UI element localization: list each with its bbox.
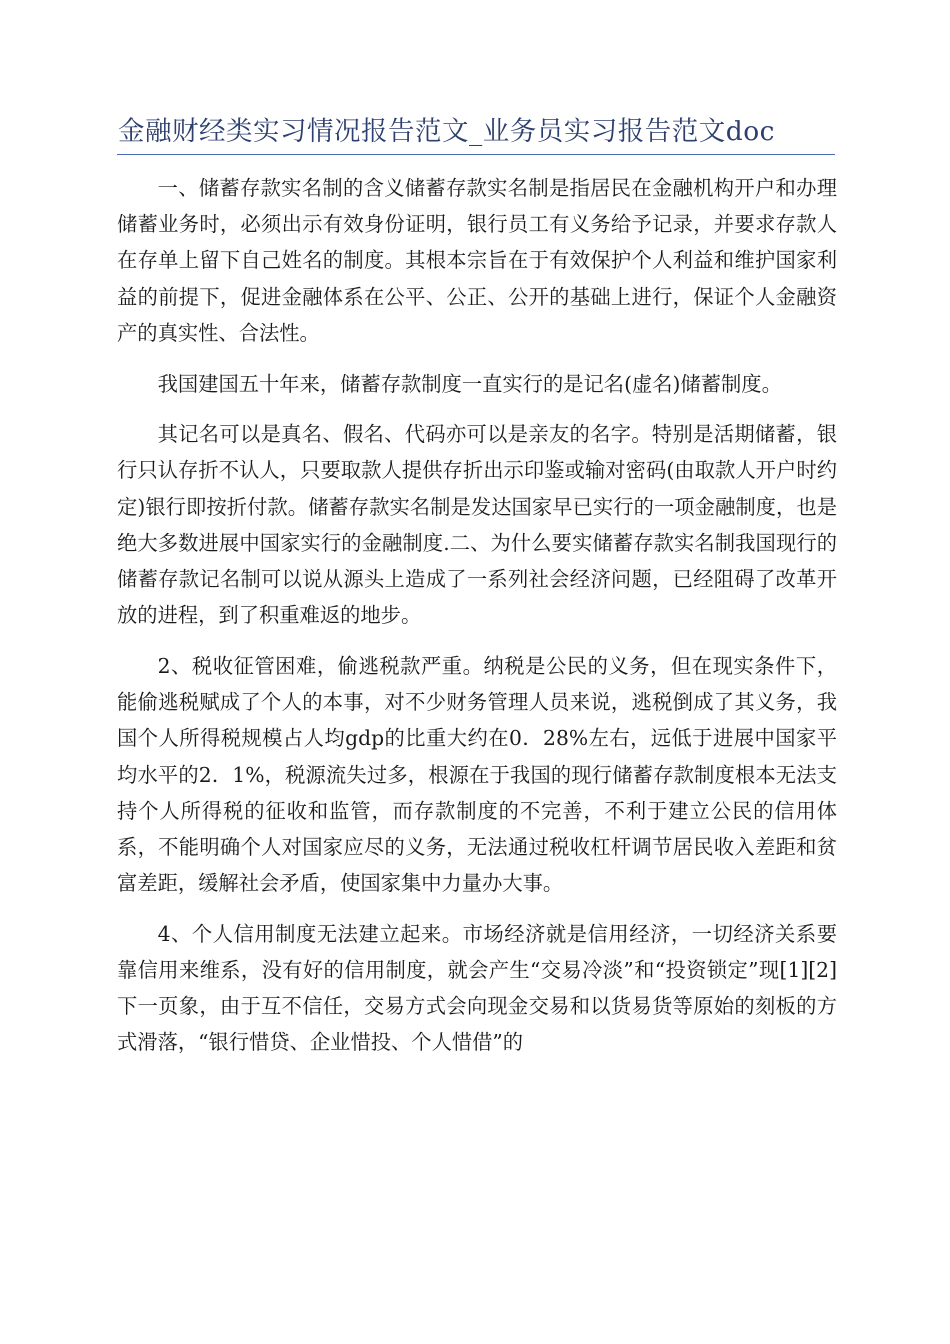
title-underline bbox=[117, 154, 835, 155]
paragraph-1: 一、储蓄存款实名制的含义储蓄存款实名制是指居民在金融机构开户和办理储蓄业务时，必须出示有效身份证明，银行员工有义务给予记录，并要求存款人在存单上留下自己姓名的制度。其根本宗旨在于有效保护个人利益和维护国家利益的前提下，促进金融体系在公平、公正、公开的基础上进行，保证个人金融资产的真实性、合法性。 bbox=[117, 176, 837, 345]
document-title: 金融财经类实习情况报告范文_业务员实习报告范文doc bbox=[118, 116, 776, 147]
paragraph-4: 2、税收征管困难，偷逃税款严重。纳税是公民的义务，但在现实条件下，能偷逃税赋成了个人的本事，对不少财务管理人员来说，逃税倒成了其义务，我国个人所得税规模占人均gdp的比重大约在0．28%左右，远低于进展中国家平均水平的2．1%，税源流失过多，根源在于我国的现行储蓄存款制度根本无法支持个人所得税的征收和监管，而存款制度的不完善，不利于建立公民的信用体系，不能明确个人对国家应尽的义务，无法通过税收杠杆调节居民收入差距和贫富差距，缓解社会矛盾，使国家集中力量办大事。 bbox=[117, 653, 837, 896]
paragraph-5: 4、个人信用制度无法建立起来。市场经济就是信用经济，一切经济关系要靠信用来维系，没有好的信用制度，就会产生“交易冷淡”和“投资锁定”现[1][2]下一页象，由于互不信任，交易方式会向现金交易和以货易货等原始的刻板的方式滑落，“银行惜贷、企业惜投、个人惜借”的 bbox=[117, 921, 837, 1055]
document-body bbox=[117, 170, 837, 1075]
paragraph-3: 其记名可以是真名、假名、代码亦可以是亲友的名字。特别是活期储蓄，银行只认存折不认人，只要取款人提供存折出示印鉴或输对密码(由取款人开户时约定)银行即按折付款。储蓄存款实名制是发达国家早已实行的一项金融制度，也是绝大多数进展中国家实行的金融制度.二、为什么要实储蓄存款实名制我国现行的储蓄存款记名制可以说从源头上造成了一系列社会经济问题，已经阻碍了改革开放的进程，到了积重难返的地步。 bbox=[117, 422, 837, 628]
paragraph-2: 我国建国五十年来，储蓄存款制度一直实行的是记名(虚名)储蓄制度。 bbox=[157, 371, 782, 396]
